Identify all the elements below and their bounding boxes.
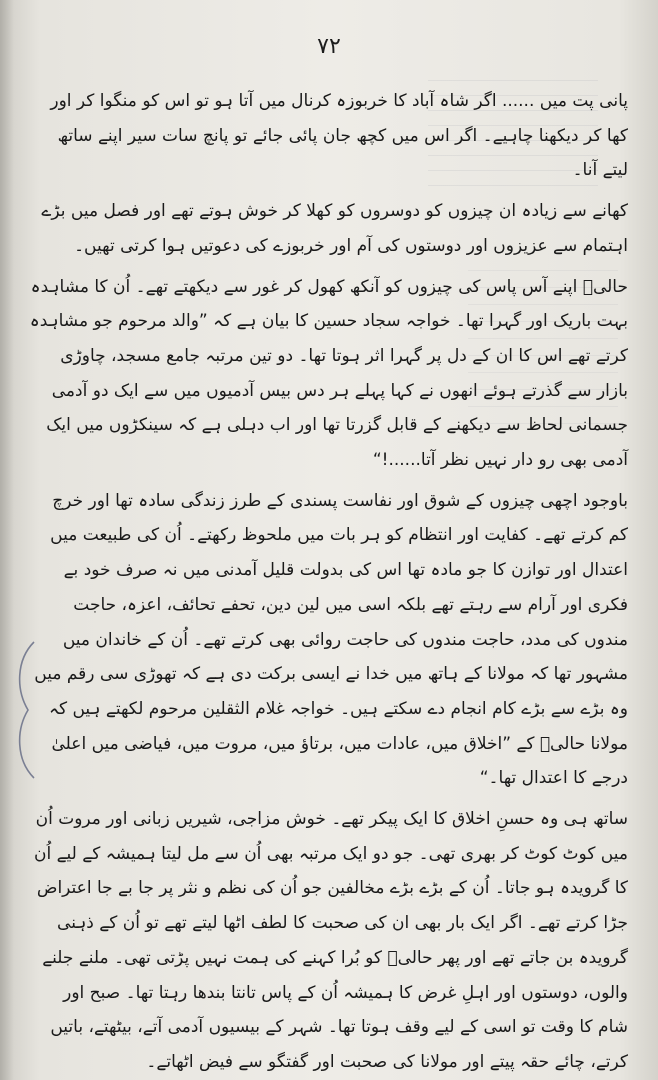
body-text xyxy=(28,84,628,1080)
paragraph-1: پانی پت میں ...... اگر شاہ آباد کا خربوزہ کرنال میں آتا ہو تو اس کو منگوا کر اور کھا کر دیکھنا چاہیے۔ اگر اس میں کچھ جان پائی جائے تو پانچ سات سیر اپنے ساتھ لیتے آنا۔ xyxy=(50,91,628,181)
paragraph-5: ساتھ ہی وہ حسنِ اخلاق کا ایک پیکر تھے۔ خوش مزاجی، شیریں زبانی اور مروت اُن میں کوٹ کوٹ کر بھری تھی۔ جو دو ایک مرتبہ بھی اُن سے مل لیتا ہمیشہ کے لیے اُن کا گرویدہ ہو جاتا۔ اُن کے بڑے بڑے مخالفین جو اُن کی نظم و نثر پر جا بے جا اعتراض جڑا کرتے تھے۔ اگر ایک بار بھی ان کی صحبت کا لطف اٹھا لیتے تھے تو اُن کے ذہنی گرویدہ بن جاتے تھے اور پھر حالیؔ کو بُرا کہنے کی ہمت نہیں پڑتی تھی۔ ملنے جلنے والوں، دوستوں اور اہلِ غرض کا ہمیشہ اُن کے پاس تانتا بندھا رہتا تھا۔ صبح اور شام کا وقت تو اسی کے لیے وقف ہوتا تھا۔ شہر کے بیسیوں آدمی آتے، بیٹھتے، باتیں کرتے، چائے حقہ پیتے اور مولانا کی صحبت اور گفتگو سے فیض اٹھاتے۔ xyxy=(33,809,628,1072)
paragraph-4: باوجود اچھی چیزوں کے شوق اور نفاست پسندی کے طرز زندگی سادہ تھا اور خرچ کم کرتے تھے۔ کفایت اور انتظام کو ہر بات میں ملحوظ رکھتے۔ اُن کی طبیعت میں اعتدال اور توازن کا جو مادہ تھا اس کی بدولت قلیل آمدنی میں نہ صرف خود بے فکری اور آرام سے رہتے تھے بلکہ اسی میں لین دین، تحفے تحائف، اعزہ، حاجت مندوں کی مدد، حاجت مندوں کی حاجت روائی بھی کرتے تھے۔ اُن کے خاندان میں مشہور تھا کہ مولانا کے ہاتھ میں خدا نے ایسی برکت دی ہے کہ تھوڑی سی رقم میں وہ بڑے سے بڑے کام انجام دے سکتے ہیں۔ خواجہ غلام الثقلین مرحوم لکھتے ہیں کہ مولانا حالیؔ کے ”اخلاق میں، عادات میں، برتاؤ میں، مروت میں، فیاضی میں اعلیٰ درجے کا اعتدال تھا۔“ xyxy=(34,490,628,789)
paragraph-3: حالیؔ اپنے آس پاس کی چیزوں کو آنکھ کھول کر غور سے دیکھتے تھے۔ اُن کا مشاہدہ بہت باریک اور گہرا تھا۔ خواجہ سجاد حسین کا بیان ہے کہ ”والد مرحوم جو مشاہدہ کرتے تھے اس کا ان کے دل پر گہرا اثر ہوتا تھا۔ دو تین مرتبہ جامع مسجد، چاوڑی بازار سے گذرتے ہوئے انھوں نے کہا پہلے ہر دس بیس آدمیوں میں سے ایک دو آدمی جسمانی لحاظ سے دیکھنے کے قابل گزرتا تھا اور اب دہلی ہے کہ سینکڑوں میں ایک آدمی بھی رو دار نہیں نظر آتا......!“ xyxy=(29,276,628,471)
paragraph-2: کھانے سے زیادہ ان چیزوں کو دوسروں کو کھلا کر خوش ہوتے تھے اور فصل میں بڑے اہتمام سے عزیزوں اور دوستوں کی آم اور خربوزے کی دعوتیں ہوا کرتی تھیں۔ xyxy=(41,201,628,256)
page-number: ۷۲ xyxy=(317,34,341,59)
margin-bracket-mark xyxy=(10,640,40,780)
page-binding-shadow xyxy=(0,0,14,1080)
